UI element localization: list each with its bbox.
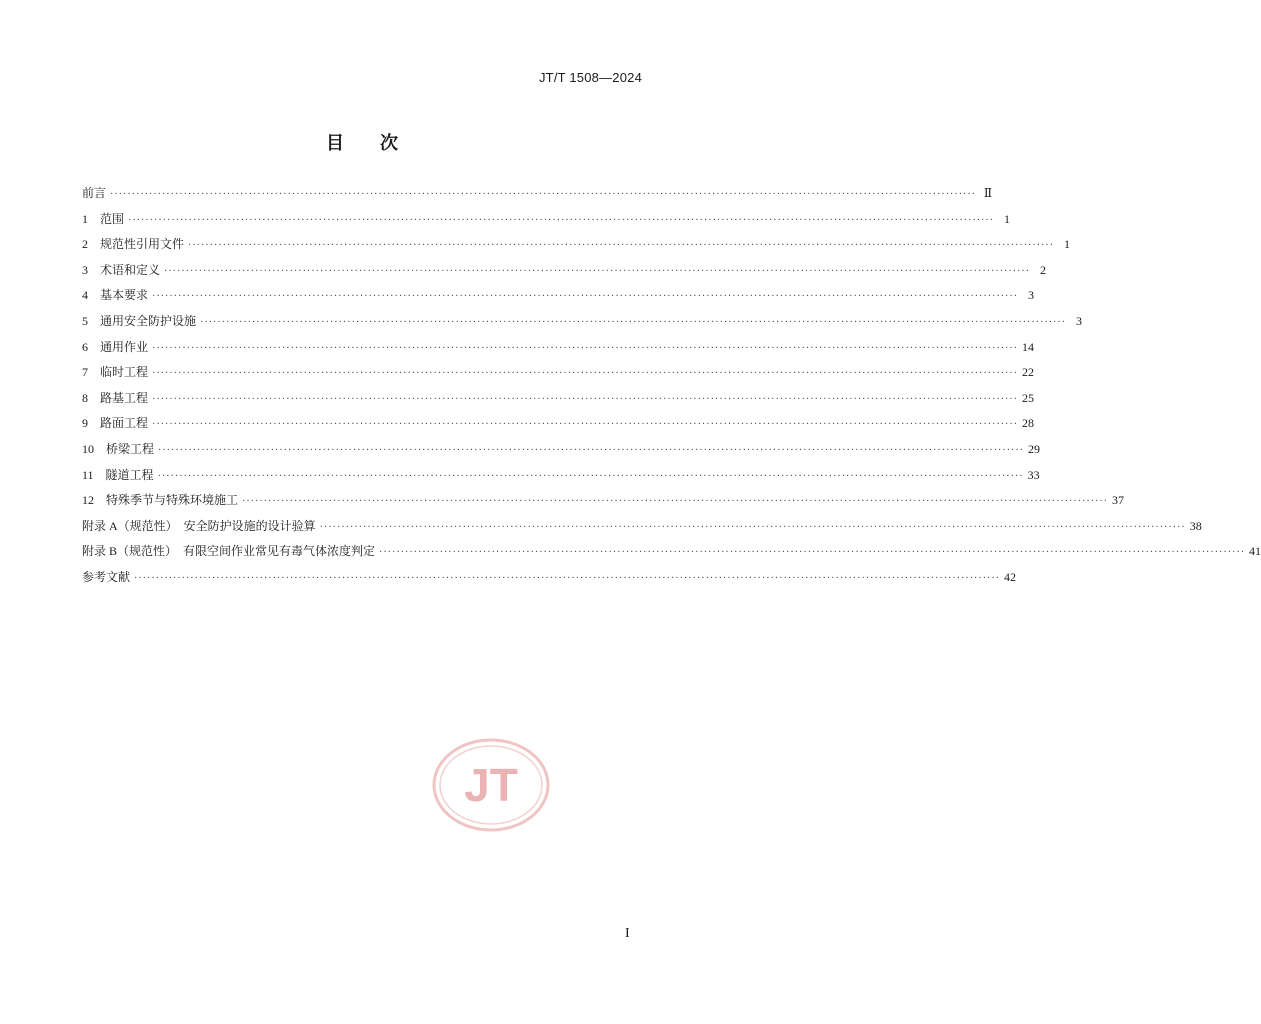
toc-entry[interactable]	[82, 338, 1035, 364]
toc-entry-label: 4 基本要求	[82, 288, 149, 303]
toc-entry-label: 5 通用安全防护设施	[82, 313, 197, 328]
toc-leader-dots: ········································································································································································································	[200, 316, 1067, 328]
jt-logo-watermark	[432, 738, 550, 832]
toc-entry-page: 38	[1189, 518, 1202, 533]
toc-entry-label: 3 术语和定义	[82, 262, 161, 277]
toc-entry[interactable]	[82, 389, 1035, 415]
page-number: I	[625, 926, 630, 941]
toc-entry-label: 2 规范性引用文件	[82, 237, 185, 252]
toc-entry-label: 附录 B（规范性） 有限空间作业常见有毒气体浓度判定	[82, 544, 376, 559]
toc-leader-dots: ········································································································································································································	[152, 419, 1019, 431]
toc-entry[interactable]	[82, 414, 1035, 440]
toc-entry-label: 9 路面工程	[82, 416, 149, 431]
page-title: 目 次	[326, 133, 398, 154]
toc-entry-label: 附录 A（规范性） 安全防护设施的设计验算	[82, 518, 316, 533]
toc-entry[interactable]	[82, 235, 1071, 261]
toc-entry-page: 22	[1022, 365, 1035, 380]
toc-entry[interactable]	[82, 466, 1040, 492]
toc-leader-dots: ········································································································································································································	[152, 291, 1019, 303]
toc-leader-dots: ········································································································································································································	[379, 547, 1246, 559]
toc-leader-dots: ········································································································································································································	[152, 368, 1019, 380]
toc-entry[interactable]	[82, 440, 1041, 466]
stamp-text: JT	[464, 759, 518, 811]
toc-entry-label: 参考文献	[82, 569, 131, 584]
toc-entry-page: 1	[1004, 211, 1011, 226]
toc-entry-page: 29	[1028, 441, 1041, 456]
toc-entry-label: 6 通用作业	[82, 339, 149, 354]
toc-entry-page: 42	[1004, 569, 1017, 584]
toc-leader-dots: ········································································································································································································	[188, 240, 1055, 252]
toc-entry-label: 10 桥梁工程	[82, 441, 155, 456]
toc-entry-page: Ⅱ	[983, 186, 993, 200]
toc-entry[interactable]	[82, 568, 1017, 594]
toc-leader-dots: ········································································································································································································	[110, 189, 977, 200]
toc-entry-page: 25	[1022, 390, 1035, 405]
toc-entry[interactable]	[82, 210, 1011, 236]
toc-entry-page: 28	[1022, 416, 1035, 431]
toc-entry-label: 8 路基工程	[82, 390, 149, 405]
standard-code: JT/T 1508—2024	[538, 70, 642, 85]
toc-entry-page: 14	[1022, 339, 1035, 354]
toc-entry-page: 37	[1112, 493, 1125, 508]
toc-entry[interactable]	[82, 312, 1083, 338]
toc-entry-page: 33	[1027, 467, 1040, 482]
toc-leader-dots: ········································································································································································································	[164, 265, 1031, 277]
toc-entry-page: 2	[1040, 262, 1047, 277]
toc-entry-label: 1 范围	[82, 211, 125, 226]
toc-leader-dots: ········································································································································································································	[319, 521, 1186, 533]
toc-entry-label: 11 隧道工程	[82, 467, 154, 482]
toc-leader-dots: ········································································································································································································	[152, 393, 1019, 405]
toc-entry[interactable]	[82, 261, 1047, 287]
table-of-contents	[82, 184, 1261, 594]
toc-entry[interactable]	[82, 286, 1035, 312]
toc-entry[interactable]	[82, 184, 993, 210]
toc-entry[interactable]	[82, 491, 1125, 517]
toc-entry[interactable]	[82, 517, 1202, 543]
toc-entry-page: 3	[1076, 313, 1083, 328]
toc-entry-label: 7 临时工程	[82, 365, 149, 380]
toc-leader-dots: ········································································································································································································	[158, 444, 1025, 456]
toc-leader-dots: ········································································································································································································	[134, 572, 1001, 584]
toc-entry[interactable]	[82, 363, 1035, 389]
toc-leader-dots: ········································································································································································································	[128, 214, 995, 226]
toc-entry[interactable]	[82, 542, 1261, 568]
toc-leader-dots: ········································································································································································································	[242, 496, 1109, 508]
toc-leader-dots: ········································································································································································································	[152, 342, 1019, 354]
toc-entry-page: 3	[1028, 288, 1035, 303]
toc-entry-label: 12 特殊季节与特殊环境施工	[82, 493, 239, 508]
toc-entry-page: 1	[1064, 237, 1071, 252]
toc-leader-dots: ········································································································································································································	[157, 470, 1024, 482]
toc-entry-label: 前言	[82, 186, 107, 200]
toc-entry-page: 41	[1249, 544, 1261, 559]
